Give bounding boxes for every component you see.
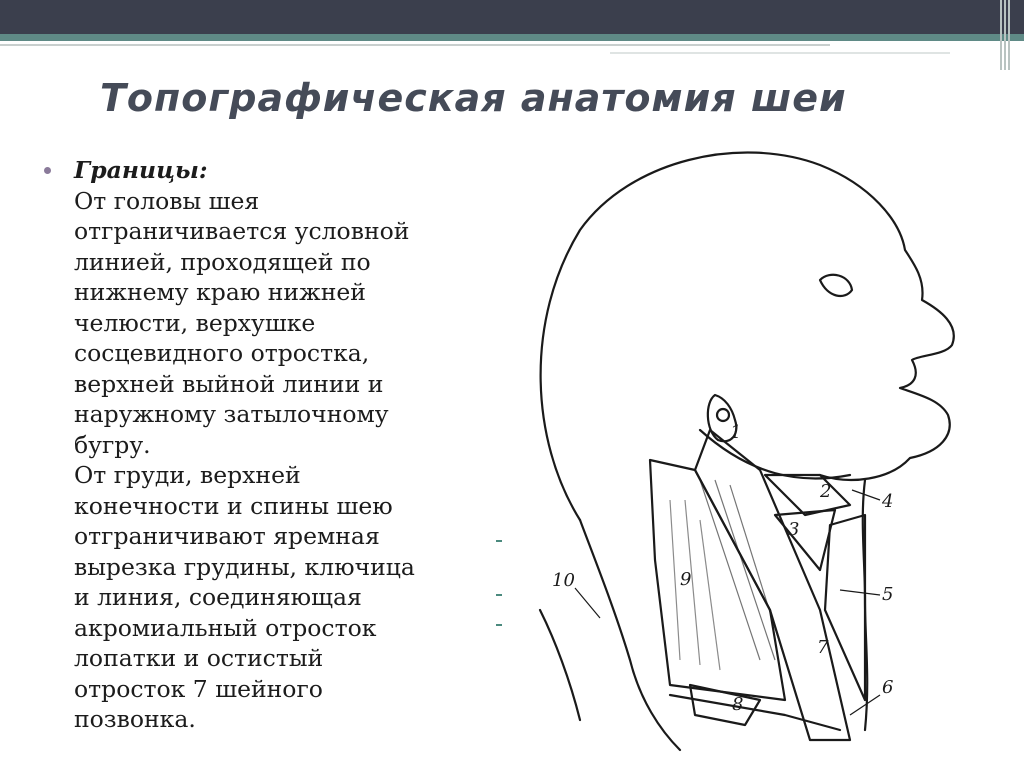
body-line: отросток 7 шейного bbox=[74, 674, 323, 703]
head-outline bbox=[541, 153, 954, 520]
body-line: челюсти, верхушке bbox=[74, 308, 316, 337]
label-8: 8 bbox=[732, 694, 744, 715]
jaw-line bbox=[700, 430, 850, 479]
body-line: лопатки и остистый bbox=[74, 644, 324, 672]
dash-mark bbox=[496, 624, 502, 626]
body-line: отграничивается условной bbox=[74, 217, 410, 245]
body-line: бугру. bbox=[74, 430, 151, 459]
body-line: конечности и спины шею bbox=[74, 491, 393, 520]
back-contour bbox=[540, 610, 580, 720]
header-rule-secondary bbox=[610, 52, 950, 54]
body-line: нижнему краю нижней bbox=[74, 278, 366, 306]
label-9: 9 bbox=[680, 569, 692, 590]
neck-anatomy-illustration bbox=[520, 140, 1010, 760]
ear-canal bbox=[717, 409, 729, 421]
label-2: 2 bbox=[820, 481, 832, 502]
dash-mark bbox=[496, 540, 502, 542]
slide-body bbox=[74, 155, 494, 735]
bullet-icon bbox=[44, 167, 51, 174]
neck-anatomy-svg bbox=[520, 140, 1010, 760]
body-line: и линия, соединяющая bbox=[74, 583, 362, 611]
body-line: верхней выйной линии и bbox=[74, 369, 384, 398]
label-6: 6 bbox=[882, 677, 894, 698]
header-teal-band bbox=[0, 34, 1024, 41]
label-7: 7 bbox=[817, 637, 829, 658]
label-10: 10 bbox=[552, 570, 575, 591]
body-heading: Границы: bbox=[74, 156, 208, 184]
header-dark-band bbox=[0, 0, 1024, 34]
slide-title: Топографическая анатомия шеи bbox=[100, 76, 847, 120]
corner-decoration bbox=[1000, 0, 1010, 70]
eye bbox=[820, 275, 852, 296]
label-3: 3 bbox=[788, 519, 800, 540]
header-rule bbox=[0, 44, 830, 46]
body-line: сосцевидного отростка, bbox=[74, 339, 370, 367]
dash-mark bbox=[496, 594, 502, 596]
body-line: От груди, верхней bbox=[74, 461, 301, 489]
body-line: отграничивают яремная bbox=[74, 522, 380, 550]
body-line: вырезка грудины, ключица bbox=[74, 552, 415, 581]
carotid-triangle bbox=[775, 510, 835, 570]
posterior-triangle bbox=[650, 460, 785, 700]
label-4: 4 bbox=[882, 491, 894, 512]
muscular-triangle bbox=[825, 515, 865, 700]
body-line: наружному затылочному bbox=[74, 400, 389, 428]
body-line: акромиальный отросток bbox=[74, 613, 377, 642]
body-line: позвонка. bbox=[74, 705, 196, 733]
label-1: 1 bbox=[730, 422, 742, 443]
label-5: 5 bbox=[882, 584, 894, 605]
body-line: От головы шея bbox=[74, 186, 260, 215]
body-line: линией, проходящей по bbox=[74, 247, 371, 276]
